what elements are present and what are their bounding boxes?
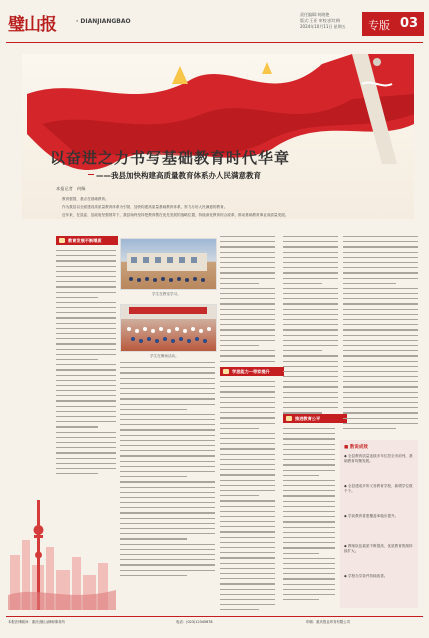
city-skyline-illustration xyxy=(8,485,116,610)
meta-line: 版式:王亚 审校:彭红梅 xyxy=(300,18,340,23)
masthead-rule xyxy=(6,42,423,43)
sidebar-item: ◆ 全县教育质量连续多年位居全市前列，基础教育均衡发展。 xyxy=(344,454,413,464)
stats-sidebar xyxy=(340,440,418,608)
section-tag-a: 教育发展不断增质 xyxy=(56,236,118,245)
subhead-bar xyxy=(88,174,94,175)
hero-banner xyxy=(22,54,414,219)
sidebar-item: ◆ 学校办学条件持续改善。 xyxy=(344,574,388,578)
main-headline: 以奋进之力书写基础教育时代华章 xyxy=(50,149,291,167)
footer-right: 印刷：重庆报业印务有限公司 xyxy=(306,620,351,624)
intro-para: 教育强国，基点在基础教育。 xyxy=(62,197,109,201)
logo-subtitle: · DIANJIANGBAO xyxy=(76,18,131,25)
page-number: 03 xyxy=(400,16,419,31)
column-text-2 xyxy=(120,362,215,580)
sidebar-item: ◆ 学前教育普惠覆盖率稳步提升。 xyxy=(344,514,399,518)
issue-meta xyxy=(300,12,360,30)
school-photo-2 xyxy=(120,304,217,352)
footer-mid: 电话：(023)12345678 xyxy=(176,620,213,624)
masthead xyxy=(6,4,423,42)
column-text-6 xyxy=(283,428,335,604)
intro-paragraphs xyxy=(54,196,386,220)
column-text-3 xyxy=(220,236,275,366)
flag-illustration xyxy=(22,54,414,219)
column-text-7 xyxy=(343,236,418,433)
column-text-1 xyxy=(56,250,116,478)
column-text-4 xyxy=(220,381,275,614)
section-tag-c: 推进教育公平 xyxy=(283,414,347,423)
intro-para: 作为我县以全面建设高质量教育体系为引领，加快构建高质量基础教育体系，努力办好人民满意的教育。 xyxy=(62,205,228,209)
byline: 本报记者 何佩 xyxy=(56,186,86,191)
page-tag-label: 专版 xyxy=(368,19,390,32)
meta-line: 责任编辑:何晓艳 xyxy=(300,12,330,17)
school-photo-1 xyxy=(120,238,217,290)
footer-left: 本报法律顾问：重庆(璧山)律师事务所 xyxy=(8,620,65,624)
sidebar-item: ◆ 教师队伍素质不断提高，优质教育资源持续扩大。 xyxy=(344,544,413,554)
newspaper-logo: 璧山报 xyxy=(8,15,56,35)
photo-caption-1: 学生在教室学习。 xyxy=(152,292,181,296)
intro-para: 近年来，在县委、县政府坚强领导下，我县始终坚持把教育摆在优先发展的战略位置，持续深化教育综合改革，推动基础教育事业高质量发展。 xyxy=(62,213,289,217)
sidebar-title: ■ 数说成效 xyxy=(344,445,368,450)
section-tag-b: 学思能力一带家提升 xyxy=(220,367,284,376)
photo-caption-2: 学生在操场活动。 xyxy=(150,354,179,358)
page-tag xyxy=(362,12,424,36)
page-footer xyxy=(6,616,423,627)
column-text-5 xyxy=(283,236,338,418)
subheadline: ——我县加快构建高质量教育体系办人民满意教育 xyxy=(96,171,261,180)
meta-line: 2024年10月11日 星期五 xyxy=(300,24,346,29)
sidebar-item: ◆ 全县建成多所义务教育学校，新增学位数千个。 xyxy=(344,484,413,494)
